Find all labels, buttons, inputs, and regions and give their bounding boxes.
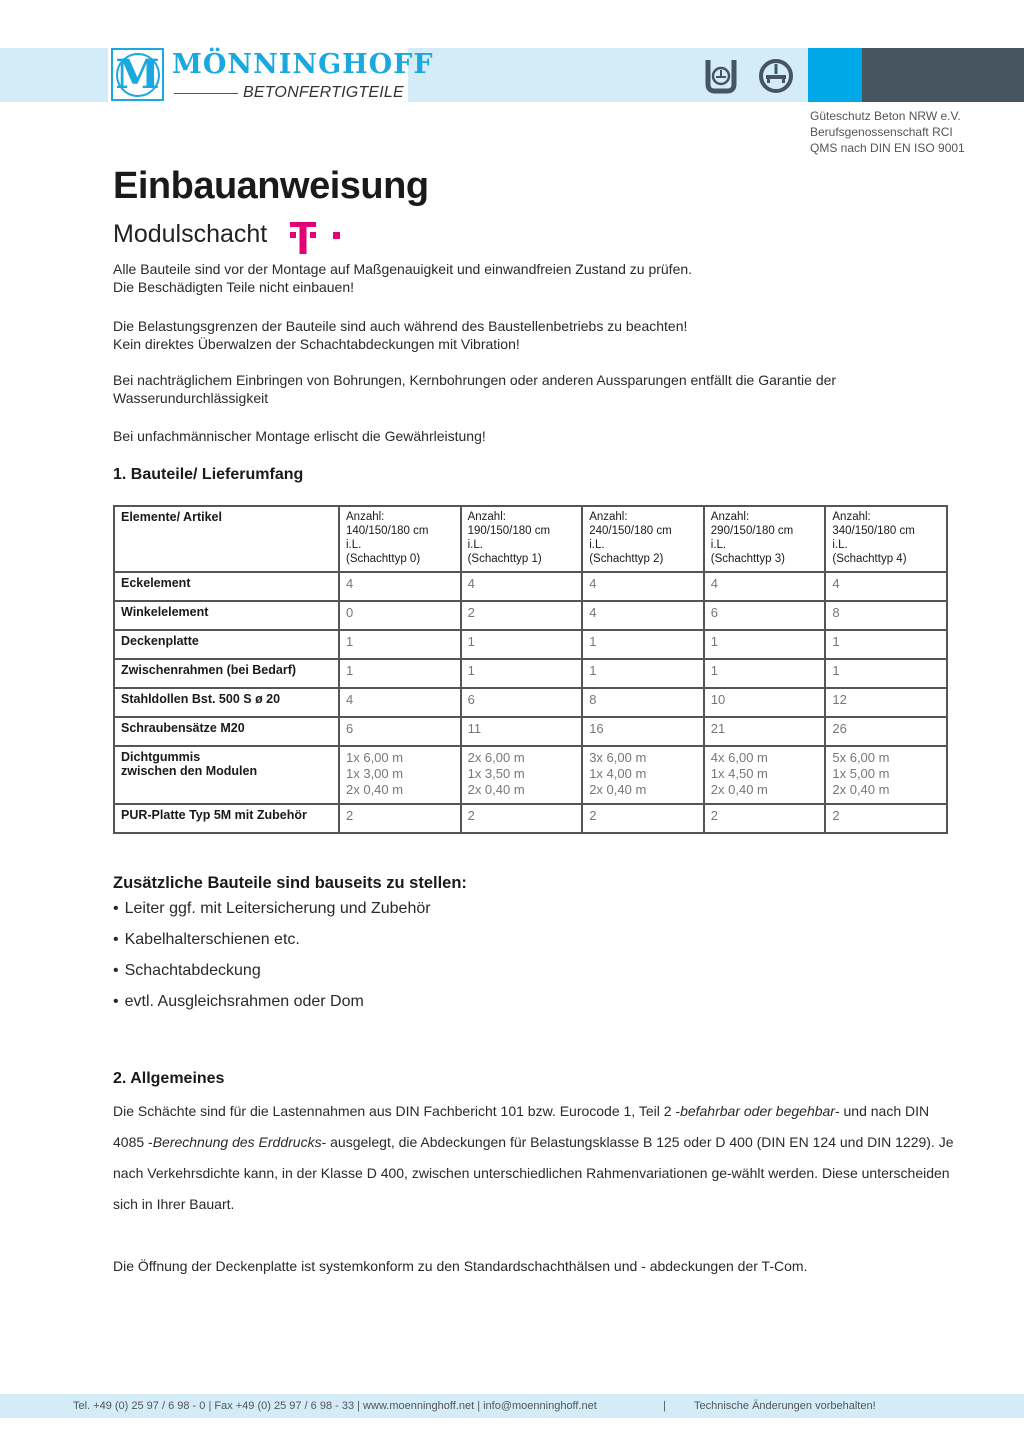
cell: 4x 6,00 m 1x 4,50 m 2x 0,40 m [704, 746, 826, 804]
parts-table [113, 505, 948, 834]
page-title: Einbauanweisung [113, 165, 429, 207]
cell: 2 [582, 804, 704, 833]
section-2-paragraph: Die Schächte sind für die Lastennahmen aus DIN Fachbericht 101 bzw. Eurocode 1, Teil 2 -befahrbar oder begehbar- und nach DIN 4085 -Berechnung des Erddrucks- ausgelegt, die Abdeckungen für Belastungsklasse B 125 oder D 400 (DIN EN 124 und DIN 1229). Je nach Verkehrsdichte kann, in der Klasse D 400, zwischen unterschiedlichen Rahmenvariationen ge-wählt werden. Diese unterscheiden sich in Ihrer Bauart. [113, 1103, 954, 1212]
cell: 1 [461, 659, 583, 688]
cert-line: QMS nach DIN EN ISO 9001 [810, 141, 965, 155]
cell: 4 [339, 688, 461, 717]
cell: 2 [704, 804, 826, 833]
cell: 8 [825, 601, 947, 630]
table-header-row [114, 506, 947, 572]
cell: 2 [339, 804, 461, 833]
cell: 4 [582, 601, 704, 630]
row-label: Winkelelement [114, 601, 339, 630]
cell: 4 [461, 572, 583, 601]
telekom-t-logo-icon [290, 220, 346, 254]
row-label: Dichtgummis zwischen den Modulen [114, 746, 339, 804]
cell: 2 [461, 804, 583, 833]
cell: 6 [704, 601, 826, 630]
logo-rule [174, 93, 238, 94]
intro-line: Kein direktes Überwalzen der Schachtabdeckungen mit Vibration! [113, 336, 520, 352]
cell: 4 [704, 572, 826, 601]
column-header: Anzahl: 340/150/180 cm i.L. (Schachttyp 4) [825, 506, 947, 572]
cell: 1 [339, 630, 461, 659]
row-label: Schraubensätze M20 [114, 717, 339, 746]
section-1-heading: 1. Bauteile/ Lieferumfang [113, 466, 304, 483]
table-row [114, 572, 947, 601]
cell: 6 [339, 717, 461, 746]
table-row [114, 804, 947, 833]
cell: 4 [825, 572, 947, 601]
list-item: • Schachtabdeckung [113, 962, 431, 993]
cell: 6 [461, 688, 583, 717]
header-accent-dark [862, 48, 1024, 102]
cell: 5x 6,00 m 1x 5,00 m 2x 0,40 m [825, 746, 947, 804]
cell: 2x 6,00 m 1x 3,50 m 2x 0,40 m [461, 746, 583, 804]
row-label: PUR-Platte Typ 5M mit Zubehör [114, 804, 339, 833]
table-row [114, 601, 947, 630]
cell: 1 [461, 630, 583, 659]
table-row [114, 630, 947, 659]
row-label: Eckelement [114, 572, 339, 601]
column-header: Anzahl: 140/150/180 cm i.L. (Schachttyp 0) [339, 506, 461, 572]
footer-note: Technische Änderungen vorbehalten! [694, 1400, 876, 1412]
cell: 4 [582, 572, 704, 601]
quality-seal-icon [705, 58, 737, 94]
header-accent-blue [808, 48, 862, 102]
intro-line: Die Belastungsgrenzen der Bauteile sind auch während des Baustellenbetriebs zu beachten! [113, 318, 688, 334]
intro-line: Die Beschädigten Teile nicht einbauen! [113, 279, 355, 295]
section-2-heading: 2. Allgemeines [113, 1070, 225, 1087]
table-row [114, 688, 947, 717]
cell: 4 [339, 572, 461, 601]
company-logo [108, 45, 434, 103]
table-row [114, 659, 947, 688]
additional-parts-list [113, 900, 431, 1024]
cell: 2 [825, 804, 947, 833]
additional-parts-heading: Zusätzliche Bauteile sind bauseits zu stellen: [113, 874, 467, 892]
intro-paragraph-3 [113, 371, 836, 407]
intro-line: Bei unfachmännischer Montage erlischt die Gewährleistung! [113, 428, 486, 444]
cell: 26 [825, 717, 947, 746]
row-label: Deckenplatte [114, 630, 339, 659]
cell: 21 [704, 717, 826, 746]
cell: 10 [704, 688, 826, 717]
list-item: • evtl. Ausgleichsrahmen oder Dom [113, 993, 431, 1024]
cell: 1 [704, 659, 826, 688]
cell: 1 [825, 659, 947, 688]
list-item: • Leiter ggf. mit Leitersicherung und Zubehör [113, 900, 431, 931]
load-test-icon [757, 58, 795, 94]
cell: 1 [825, 630, 947, 659]
footer-contact: Tel. +49 (0) 25 97 / 6 98 - 0 | Fax +49 (0) 25 97 / 6 98 - 33 | www.moenninghoff.net | info@moenninghoff.net [73, 1400, 597, 1412]
intro-paragraph-4 [113, 427, 486, 445]
column-header: Anzahl: 190/150/180 cm i.L. (Schachttyp 1) [461, 506, 583, 572]
cell: 1 [704, 630, 826, 659]
cell: 1 [339, 659, 461, 688]
certifications [810, 108, 965, 156]
intro-line: Bei nachträglichem Einbringen von Bohrungen, Kernbohrungen oder anderen Aussparungen entfällt die Garantie der [113, 372, 837, 388]
logo-emblem [111, 48, 164, 101]
table-row [114, 717, 947, 746]
cell: 1x 6,00 m 1x 3,00 m 2x 0,40 m [339, 746, 461, 804]
corner-header: Elemente/ Artikel [114, 506, 339, 572]
column-header: Anzahl: 290/150/180 cm i.L. (Schachttyp 3) [704, 506, 826, 572]
logo-letter: M [115, 51, 160, 98]
company-name: MÖNNINGHOFF [172, 49, 434, 80]
company-subtitle: BETONFERTIGTEILE [243, 84, 404, 101]
footer-separator: | [663, 1400, 666, 1412]
intro-paragraph-2 [113, 317, 687, 353]
cell: 1 [582, 630, 704, 659]
cell: 0 [339, 601, 461, 630]
page-subtitle: Modulschacht [113, 220, 268, 248]
row-label: Zwischenrahmen (bei Bedarf) [114, 659, 339, 688]
footer [0, 1394, 1024, 1418]
cert-line: Güteschutz Beton NRW e.V. [810, 109, 961, 123]
intro-paragraph-1 [113, 260, 692, 296]
intro-line: Wasserundurchlässigkeit [113, 390, 269, 406]
cell: 11 [461, 717, 583, 746]
cert-line: Berufsgenossenschaft RCI [810, 125, 953, 139]
section-2-note: Die Öffnung der Deckenplatte ist systemkonform zu den Standardschachthälsen und - abdeckungen der T-Com. [113, 1258, 808, 1274]
row-label: Stahldollen Bst. 500 S ø 20 [114, 688, 339, 717]
table-row [114, 746, 947, 804]
cell: 16 [582, 717, 704, 746]
cell: 2 [461, 601, 583, 630]
cell: 8 [582, 688, 704, 717]
column-header: Anzahl: 240/150/180 cm i.L. (Schachttyp 2) [582, 506, 704, 572]
cell: 1 [582, 659, 704, 688]
cell: 12 [825, 688, 947, 717]
cell: 3x 6,00 m 1x 4,00 m 2x 0,40 m [582, 746, 704, 804]
list-item: • Kabelhalterschienen etc. [113, 931, 431, 962]
intro-line: Alle Bauteile sind vor der Montage auf Maßgenauigkeit und einwandfreien Zustand zu prüfen. [113, 261, 693, 277]
